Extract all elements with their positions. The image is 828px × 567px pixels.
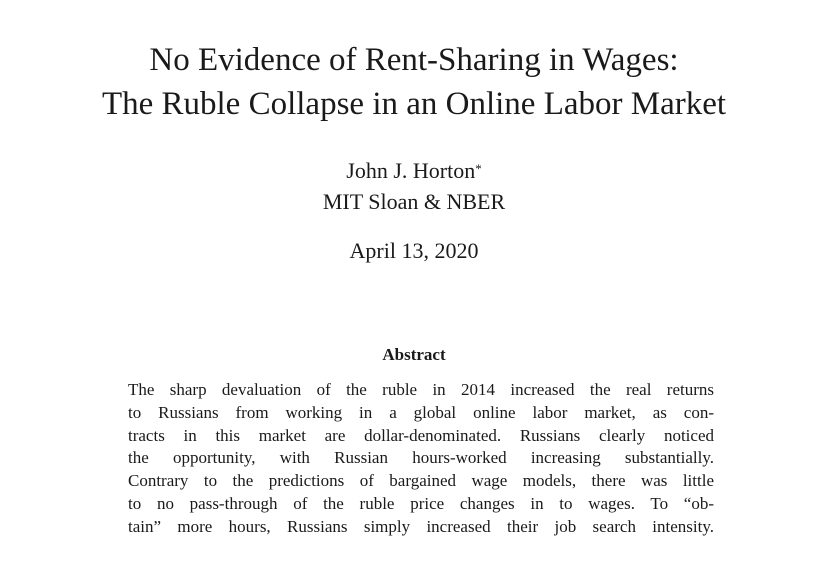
paper-date: April 13, 2020 — [349, 238, 479, 263]
author-affiliation: MIT Sloan & NBER — [322, 189, 506, 214]
abstract-body — [128, 379, 714, 539]
author-block — [0, 155, 828, 217]
abstract-line-6: to no pass-through of the ruble price changes in to wages. To “ob- — [128, 493, 714, 513]
title-line-2: The Ruble Collapse in an Online Labor Market — [101, 86, 727, 122]
abstract-line-1: The sharp devaluation of the ruble in 2014 increased the real returns — [128, 380, 714, 399]
author-footnote-mark: * — [475, 161, 482, 176]
abstract-line-7: tain” more hours, Russians simply increased their job search intensity. — [128, 516, 714, 536]
abstract-line-5: Contrary to the predictions of bargained wage models, there was little — [128, 471, 714, 491]
abstract-line-4: the opportunity, with Russian hours-worked increasing substantially. — [128, 448, 714, 468]
paper-title — [0, 38, 828, 126]
abstract-heading: Abstract — [382, 345, 446, 364]
abstract-line-2: to Russians from working in a global online labor market, as con- — [128, 402, 714, 422]
author-line — [0, 155, 828, 186]
abstract-line-3: tracts in this market are dollar-denominated. Russians clearly noticed — [128, 425, 714, 445]
author-name: John J. Horton — [346, 158, 476, 183]
title-line-1: No Evidence of Rent-Sharing in Wages: — [149, 42, 679, 78]
